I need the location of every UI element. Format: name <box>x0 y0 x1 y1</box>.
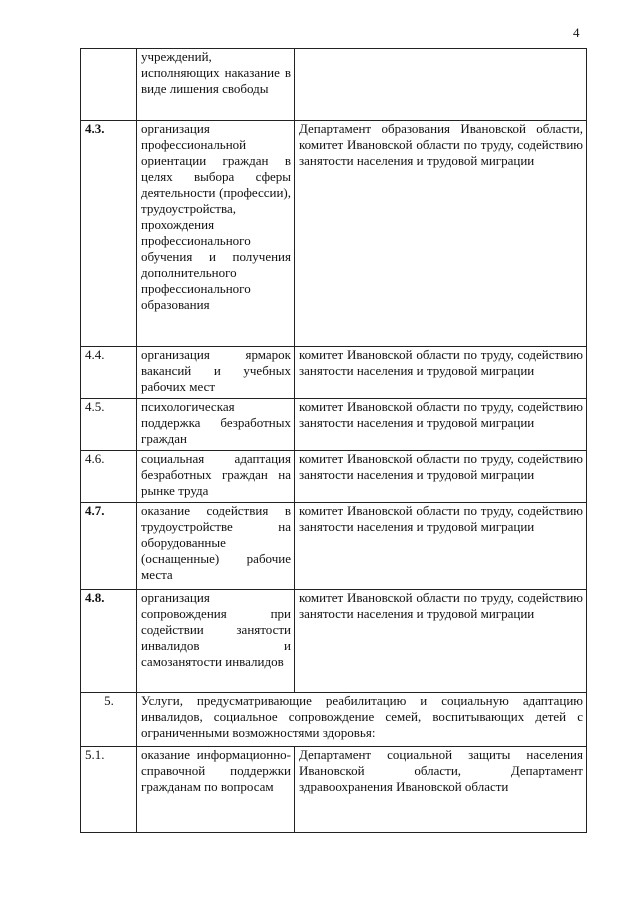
service-cell: оказание содействия в трудоустройстве на оборудованные (оснащенные) рабочие места <box>137 503 295 590</box>
executor-cell <box>295 49 587 121</box>
table-row <box>81 747 587 833</box>
table-row <box>81 451 587 503</box>
services-table <box>80 48 587 833</box>
executor-cell: Департамент образования Ивановской области, комитет Ивановской области по труду, содействию занятости населения и трудовой миграции <box>295 121 587 347</box>
row-number: 4.7. <box>81 503 137 590</box>
executor-cell: комитет Ивановской области по труду, содействию занятости населения и трудовой миграции <box>295 503 587 590</box>
section-heading: Услуги, предусматривающие реабилитацию и социальную адаптацию инвалидов, социальное сопровождение семей, воспитывающих детей с ограниченными возможностями здоровья: <box>137 693 587 747</box>
table-row <box>81 121 587 347</box>
table-row <box>81 590 587 693</box>
row-number <box>81 49 137 121</box>
section-number: 5. <box>81 693 137 747</box>
row-number: 4.4. <box>81 347 137 399</box>
table-row <box>81 49 587 121</box>
service-cell: социальная адаптация безработных граждан на рынке труда <box>137 451 295 503</box>
page-number: 4 <box>573 25 580 40</box>
service-cell: оказание информационно-справочной поддержки гражданам по вопросам <box>137 747 295 833</box>
table-row <box>81 399 587 451</box>
row-number: 5.1. <box>81 747 137 833</box>
service-cell: психологическая поддержка безработных граждан <box>137 399 295 451</box>
service-cell: организация ярмарок вакансий и учебных рабочих мест <box>137 347 295 399</box>
table-row <box>81 503 587 590</box>
executor-cell: комитет Ивановской области по труду, содействию занятости населения и трудовой миграции <box>295 399 587 451</box>
executor-cell: комитет Ивановской области по труду, содействию занятости населения и трудовой миграции <box>295 347 587 399</box>
section-row <box>81 693 587 747</box>
row-number: 4.3. <box>81 121 137 347</box>
executor-cell: Департамент социальной защиты населения Ивановской области, Департамент здравоохранения Ивановской области <box>295 747 587 833</box>
executor-cell: комитет Ивановской области по труду, содействию занятости населения и трудовой миграции <box>295 590 587 693</box>
service-cell: организация сопровождения при содействии занятости инвалидов и самозанятости инвалидов <box>137 590 295 693</box>
row-number: 4.8. <box>81 590 137 693</box>
service-cell: организация профессиональной ориентации граждан в целях выбора сферы деятельности (профессии), трудоустройства, прохождения профессионального обучения и получения дополнительного профессионального образования <box>137 121 295 347</box>
service-cell: учреждений, исполняющих наказание в виде лишения свободы <box>137 49 295 121</box>
executor-cell: комитет Ивановской области по труду, содействию занятости населения и трудовой миграции <box>295 451 587 503</box>
table-row <box>81 347 587 399</box>
row-number: 4.6. <box>81 451 137 503</box>
row-number: 4.5. <box>81 399 137 451</box>
